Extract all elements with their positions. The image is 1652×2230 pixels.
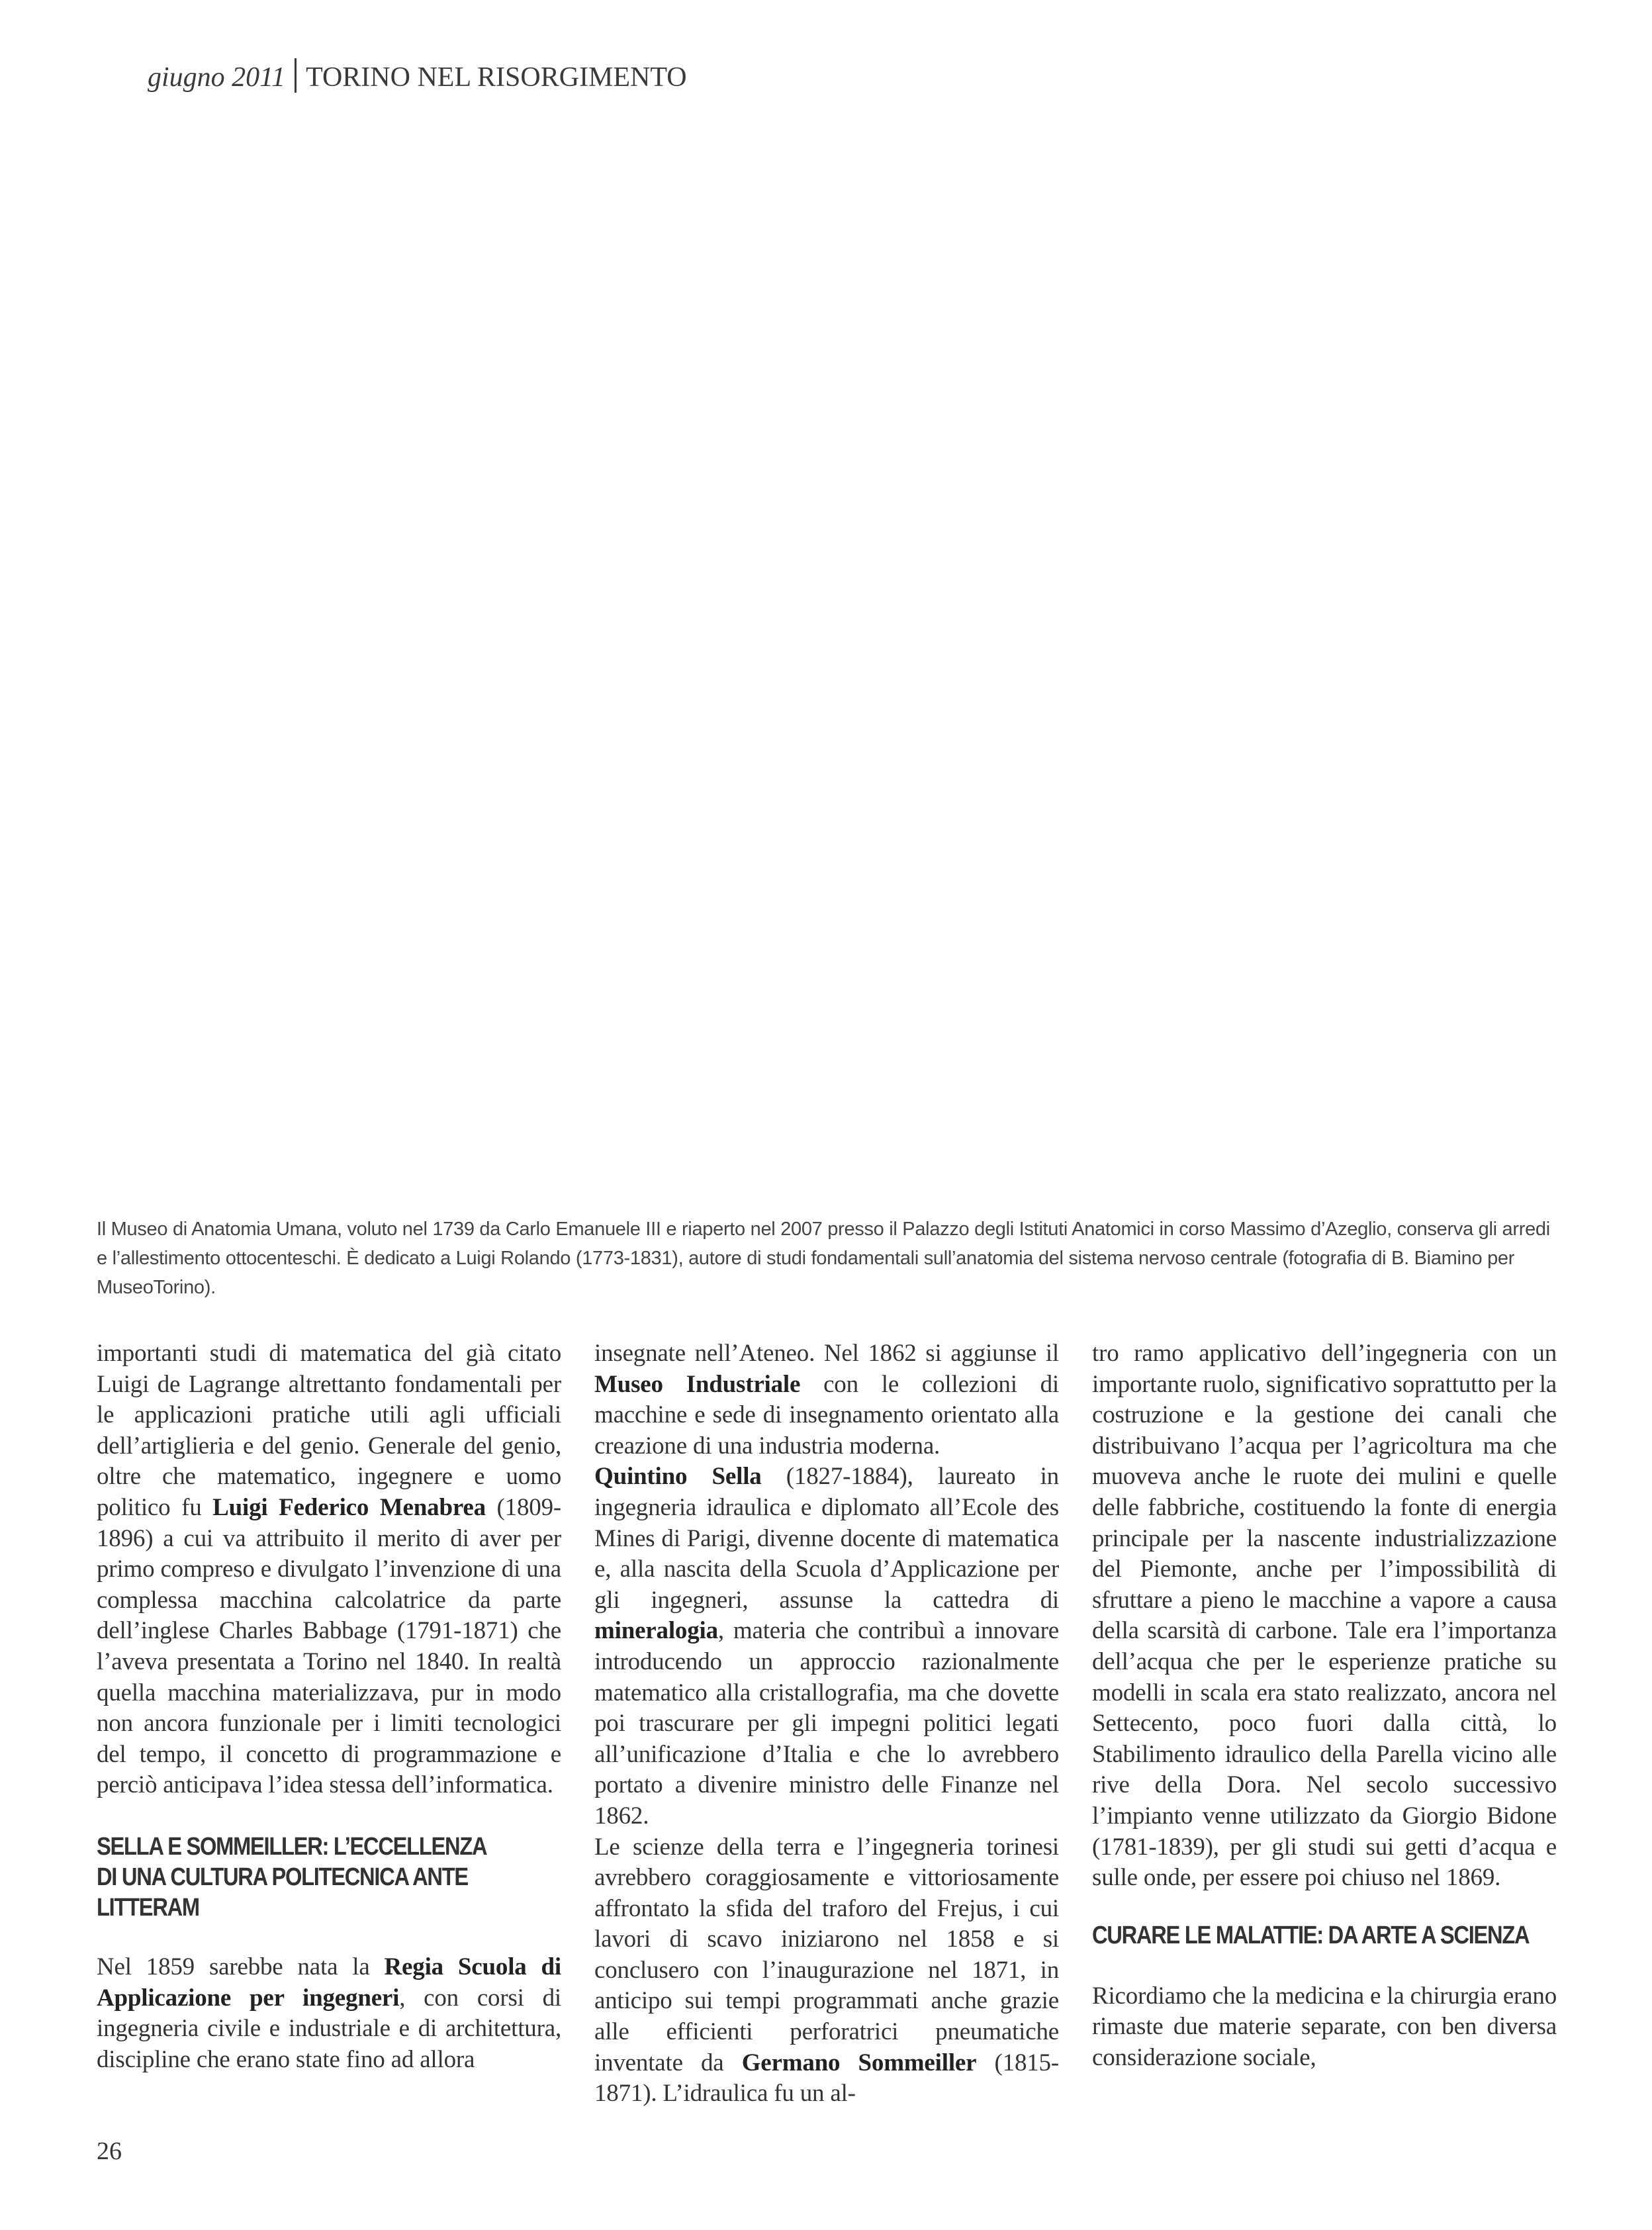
running-head (148, 58, 687, 95)
bold-name: Luigi Federico Menabrea (212, 1493, 486, 1521)
section-heading: CURARE LE MALATTIE: DA ARTE A SCIENZA (1092, 1921, 1530, 1949)
paragraph: tro ramo applicativo dell’ingegneria con un importante ruolo, significativo soprattutto per la costruzione e la gestione dei canali che distribuivano l’acqua per l’agricoltura ma che muoveva anche le ruote dei mulini e quelle delle fabbriche, costituendo la fonte di energia principale per la nascente industrializzazione del Piemonte, anche per l’impossibilità di sfruttare a pieno le macchine a vapore a causa della scarsità di carbone. Tale era l’importanza dell’acqua che per le esperienze pratiche su modelli in scala era stato realizzato, ancora nel Settecento, poco fuori dalla città, lo Stabilimento idraulico della Parella vicino alle rive della Dora. Nel secolo successivo l’impianto venne utilizzato da Giorgio Bidone (1781-1839), per gli studi sui getti d’acqua e sulle onde, per essere poi chiuso nel 1869. (1092, 1340, 1557, 1892)
photo-placeholder (93, 126, 1562, 1185)
header-separator (295, 58, 297, 93)
section-heading: SELLA E SOMMEILLER: L’ECCELLENZA DI UNA CULTURA POLITECNICA ANTE LITTERAM (97, 1832, 487, 1922)
bold-name: Quintino Sella (594, 1463, 762, 1491)
paragraph: importanti studi di matematica del già citato Luigi de Lagrange altrettanto fondamentali per le applicazioni pratiche utili agli ufficiali dell’artiglieria e del genio. Generale del genio, oltre che matematico, ingegnere e uomo politico fu Luigi Federico Menabrea (1809-1896) a cui va attribuito il merito di aver per primo compreso e divulgato l’invenzione di una complessa macchina calcolatrice da parte dell’inglese Charles Babbage (1791-1871) che l’aveva presentata a Torino nel 1840. In realtà quella macchina materializzava, pur in modo non ancora funzionale per i limiti tecnologici del tempo, il concetto di programmazione e perciò anticipava l’idea stessa dell’informatica. (97, 1340, 561, 1799)
bold-name: Germano Sommeiller (741, 2049, 977, 2076)
bold-term: Museo Industriale (594, 1370, 801, 1398)
paragraph: Le scienze della terra e l’ingegneria torinesi avrebbero coraggiosamente e vittoriosamente affrontato la sfida del traforo del Frejus, i cui lavori di scavo iniziarono nel 1858 e si conclusero con l’inaugurazione nel 1871, in anticipo sui tempi programmati anche grazie alle efficienti perforatrici pneumatiche inventate da Germano Sommeiller (1815-1871). L’idraulica fu un al- (594, 1833, 1059, 2108)
page-number: 26 (97, 2137, 122, 2165)
paragraph: insegnate nell’Ateneo. Nel 1862 si aggiunse il Museo Industriale con le collezioni di macchine e sede di insegnamento orientato alla creazione di una industria moderna. (594, 1340, 1059, 1460)
bold-term: Regia Scuola di Applicazione per ingegneri (97, 1953, 561, 2012)
photo-caption: Il Museo di Anatomia Umana, voluto nel 1739 da Carlo Emanuele III e riaperto nel 2007 presso il Palazzo degli Istituti Anatomici in corso Massimo d’Azeglio, conserva gli arredi e l’allestimento ottocenteschi. È dedicato a Luigi Rolando (1773-1831), autore di studi fondamentali sull’anatomia del sistema nervoso centrale (fotografia di B. Biamino per MuseoTorino). (97, 1219, 1550, 1298)
paragraph: Ricordiamo che la medicina e la chirurgia erano rimaste due materie separate, con ben diversa considerazione sociale, (1092, 1982, 1557, 2071)
paragraph: Nel 1859 sarebbe nata la Regia Scuola di Applicazione per ingegneri, con corsi di ingegneria civile e industriale e di architettura, discipline che erano state fino ad allora (97, 1953, 561, 2073)
section-title: TORINO NEL RISORGIMENTO (306, 62, 687, 93)
text-column-1 (97, 1338, 561, 2075)
text-column-3 (1092, 1338, 1557, 2073)
text-column-2 (594, 1338, 1059, 2110)
bold-term: mineralogia (594, 1617, 718, 1645)
paragraph: Quintino Sella (1827-1884), laureato in ingegneria idraulica e diplomato all’Ecole des Mines di Parigi, divenne docente di matematica e, alla nascita della Scuola d’Applicazione per gli ingegneri, assunse la cattedra di mineralogia, materia che contribuì a innovare introducendo un approccio razionalmente matematico alla cristallografia, ma che dovette poi trascurare per gli impegni politici legati all’unificazione d’Italia e che lo avrebbero portato a divenire ministro delle Finanze nel 1862. (594, 1463, 1059, 1830)
issue-date: giugno 2011 (148, 62, 286, 93)
